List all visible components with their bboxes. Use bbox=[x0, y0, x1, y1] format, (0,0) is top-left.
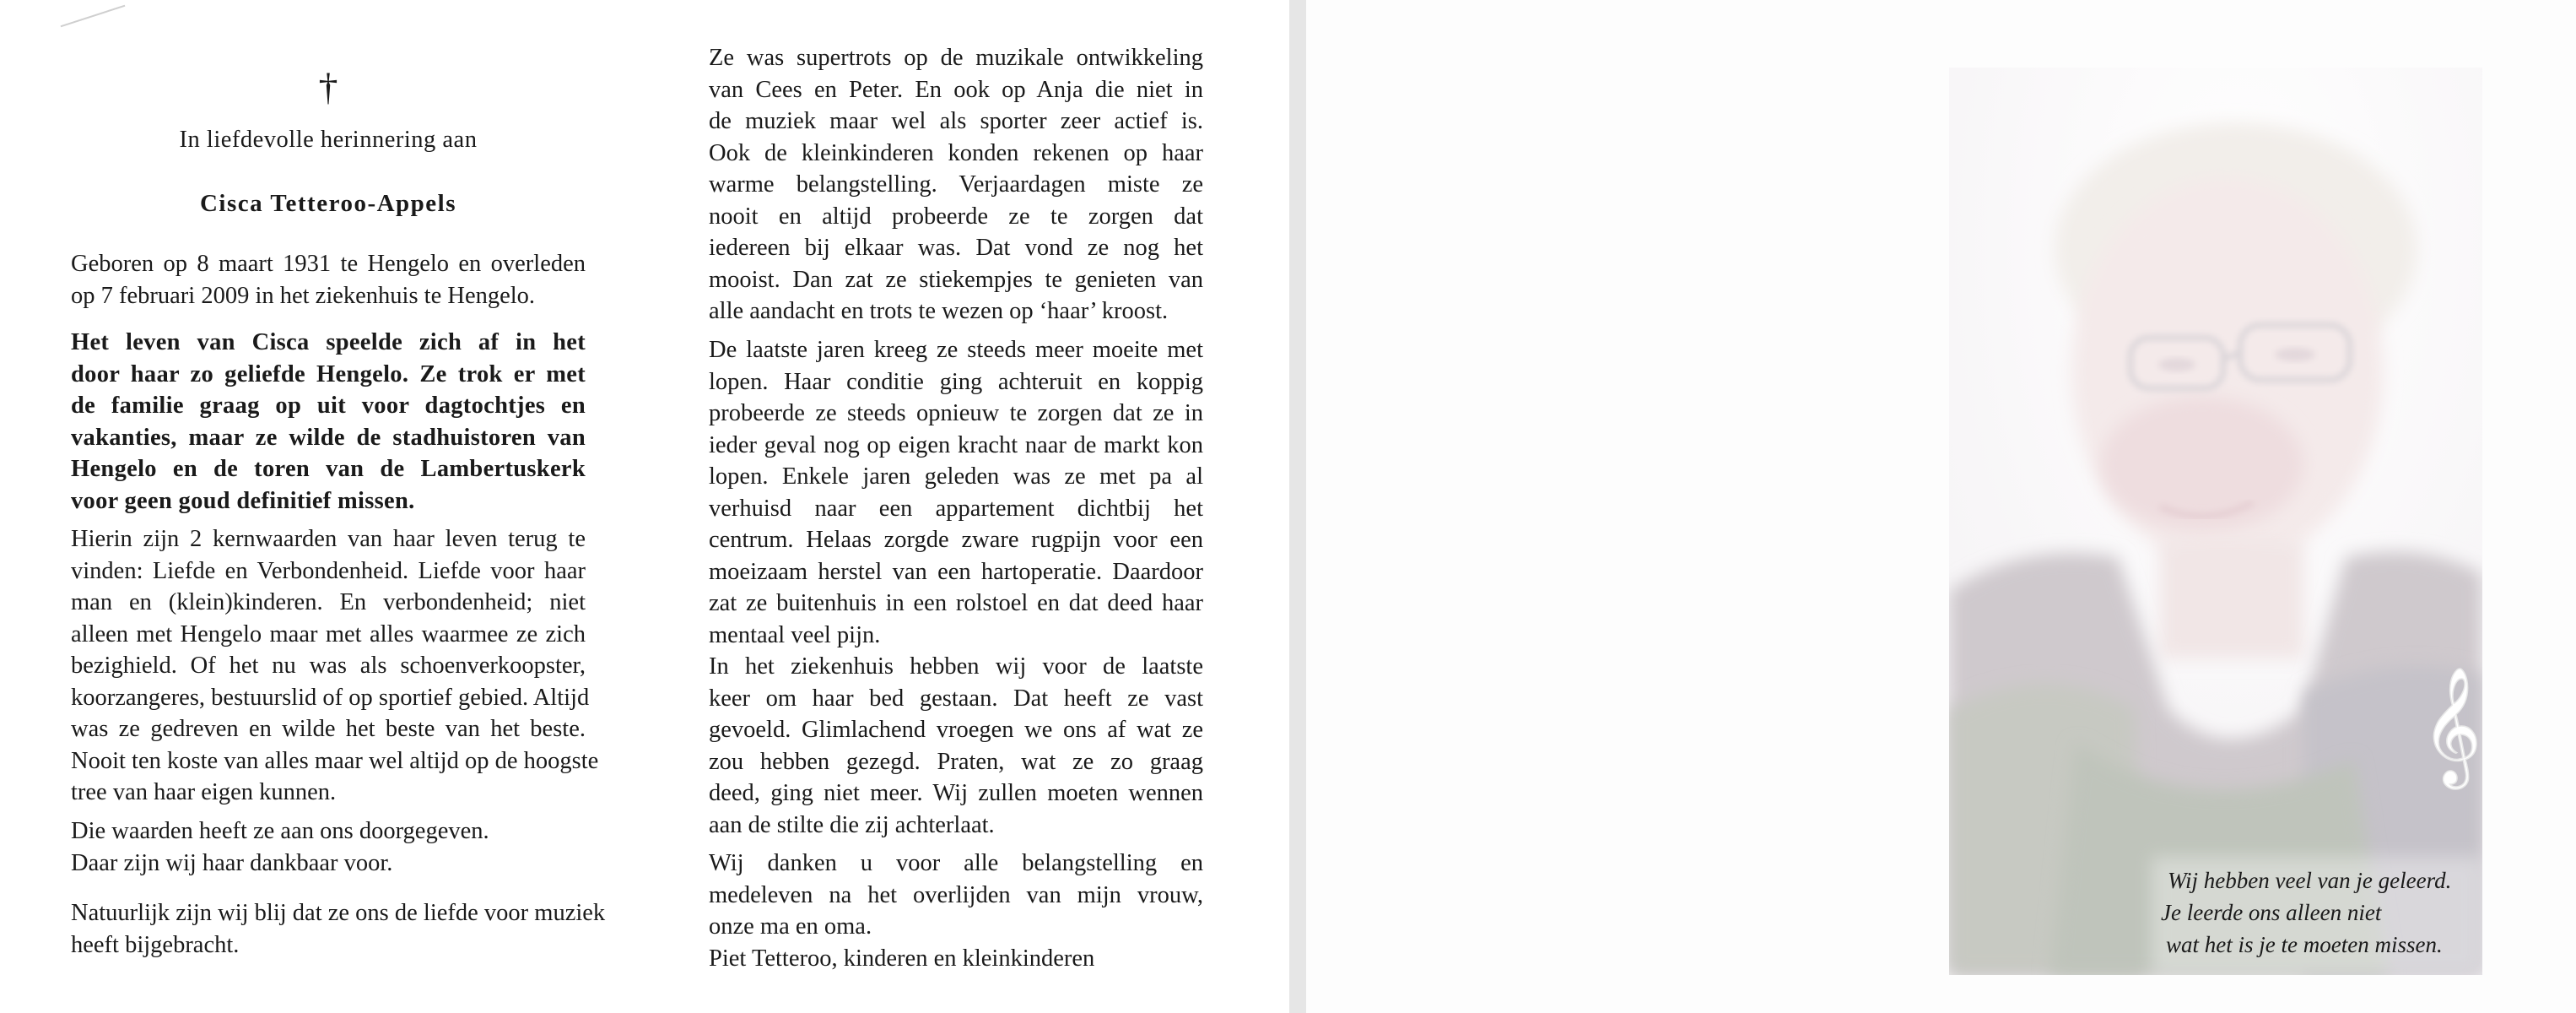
text-line: Ook de kleinkinderen konden rekenen op haar bbox=[709, 139, 1203, 166]
text-line: In het ziekenhuis hebben wij voor de laatste bbox=[709, 653, 1203, 680]
text-line: warme belangstelling. Verjaardagen miste ze bbox=[709, 171, 1203, 198]
text-line: Het leven van Cisca speelde zich af in het bbox=[71, 329, 586, 355]
text-line: mentaal veel pijn. bbox=[709, 621, 881, 648]
text-line: Hengelo en de toren van de Lambertuskerk bbox=[71, 456, 586, 482]
text-line: koorzangeres, bestuurslid of op sportief gebied. Altijd bbox=[71, 684, 590, 711]
text-line: was ze gedreven en wilde het beste van het beste. bbox=[71, 716, 586, 742]
birth-death-paragraph bbox=[71, 248, 586, 311]
text-line: Nooit ten koste van alles maar wel altijd op de hoogste bbox=[71, 747, 599, 774]
text-line: moeizaam herstel van een hartoperatie. Daardoor bbox=[709, 558, 1203, 585]
text-line: voor geen goud definitief missen. bbox=[71, 487, 415, 514]
hospital-paragraph bbox=[709, 651, 1203, 841]
music-love-paragraph bbox=[71, 897, 606, 961]
text-line: deed, ging niet meer. Wij zullen moeten wennen bbox=[709, 780, 1203, 806]
text-line: Piet Tetteroo, kinderen en kleinkinderen bbox=[709, 945, 1095, 972]
text-line: Daar zijn wij haar dankbaar voor. bbox=[71, 849, 393, 876]
thanks-paragraph bbox=[709, 848, 1203, 974]
text-line: iedereen bij elkaar was. Dat vond ze nog het bbox=[709, 235, 1203, 261]
scan-corner-mark bbox=[61, 5, 126, 28]
text-line: mooist. Dan zat ze stiekempjes te genieten van bbox=[709, 266, 1203, 293]
last-years-paragraph bbox=[709, 334, 1203, 651]
text-line: man en (klein)kinderen. En verbondenheid; niet bbox=[71, 589, 586, 615]
text-line: gevoeld. Glimlachend vroegen we ons af wat ze bbox=[709, 717, 1203, 743]
text-line: lopen. Haar conditie ging achteruit en koppig bbox=[709, 368, 1203, 395]
text-line: de familie graag op uit voor dagtochtjes en bbox=[71, 393, 586, 419]
text-line: Wij danken u voor alle belangstelling en bbox=[709, 850, 1203, 876]
text-line: van Cees en Peter. En ook op Anja die niet in bbox=[709, 76, 1203, 103]
proud-paragraph bbox=[709, 42, 1203, 328]
deceased-name: Cisca Tetteroo-Appels bbox=[199, 190, 457, 217]
text-line: de muziek maar wel als sporter zeer actief is. bbox=[709, 108, 1203, 134]
text-line: nooit en altijd probeerde ze te zorgen dat bbox=[709, 203, 1203, 230]
text-line: keer om haar bed gestaan. Dat heeft ze vast bbox=[709, 685, 1203, 712]
life-hengelo-paragraph bbox=[71, 327, 586, 517]
text-line: Natuurlijk zijn wij blij dat ze ons de liefde voor muziek bbox=[71, 900, 606, 926]
text-line: medeleven na het overlijden van mijn vrouw, bbox=[709, 881, 1203, 908]
text-line: bezighield. Of het nu was als schoenverkoopster, bbox=[71, 653, 586, 679]
text-line: ieder geval nog op eigen kracht naar de markt kon bbox=[709, 431, 1203, 458]
text-line: zou hebben gezegd. Praten, wat ze zo graag bbox=[709, 748, 1203, 775]
text-line: Ze was supertrots op de muzikale ontwikkeling bbox=[709, 45, 1203, 71]
text-line: verhuisd naar een appartement dichtbij het bbox=[709, 495, 1203, 522]
text-line: heeft bijgebracht. bbox=[71, 931, 240, 958]
text-line: alle aandacht en trots te wezen op ‘haar’ kroost. bbox=[709, 298, 1169, 324]
caption-line: wat het is je te moeten missen. bbox=[2166, 932, 2443, 957]
caption-line: Je leerde ons alleen niet bbox=[2161, 900, 2382, 925]
text-line: lopen. Enkele jaren geleden was ze met pa al bbox=[709, 463, 1203, 490]
text-line: op 7 februari 2009 in het ziekenhuis te Hengelo. bbox=[71, 282, 536, 309]
svg-text:𝄞: 𝄞 bbox=[2422, 667, 2481, 784]
text-line: door haar zo geliefde Hengelo. Ze trok er met bbox=[71, 360, 586, 387]
text-line: vinden: Liefde en Verbondenheid. Liefde voor haar bbox=[71, 557, 586, 584]
portrait-photo bbox=[1949, 68, 2482, 975]
text-line: Die waarden heeft ze aan ons doorgegeven. bbox=[71, 818, 489, 844]
text-line: De laatste jaren kreeg ze steeds meer moeite met bbox=[709, 337, 1203, 363]
text-line: zat ze buitenhuis in een rolstoel en dat deed haar bbox=[709, 590, 1203, 616]
text-line: aan de stilte die zij achterlaat. bbox=[709, 811, 995, 838]
passed-on-paragraph bbox=[71, 815, 586, 879]
text-line: vakanties, maar ze wilde de stadhuistoren van bbox=[71, 424, 586, 451]
memorial-intro: In liefdevolle herinnering aan bbox=[179, 127, 478, 153]
text-line: Hierin zijn 2 kernwaarden van haar leven terug te bbox=[71, 526, 586, 552]
photo-caption bbox=[2154, 864, 2517, 961]
text-line: centrum. Helaas zorgde zware rugpijn voor een bbox=[709, 527, 1203, 553]
treble-clef-brooch-icon bbox=[2422, 667, 2481, 789]
text-line: probeerde ze steeds opnieuw te zorgen dat ze in bbox=[709, 400, 1203, 426]
text-line: alleen met Hengelo maar met alles waarmee ze zich bbox=[71, 620, 586, 647]
caption-line: Wij hebben veel van je geleerd. bbox=[2168, 868, 2452, 893]
text-line: Geboren op 8 maart 1931 te Hengelo en overleden bbox=[71, 251, 586, 277]
text-line: tree van haar eigen kunnen. bbox=[71, 779, 337, 805]
cross-icon: † bbox=[318, 65, 338, 108]
text-line: onze ma en oma. bbox=[709, 913, 872, 940]
core-values-paragraph bbox=[71, 523, 599, 809]
